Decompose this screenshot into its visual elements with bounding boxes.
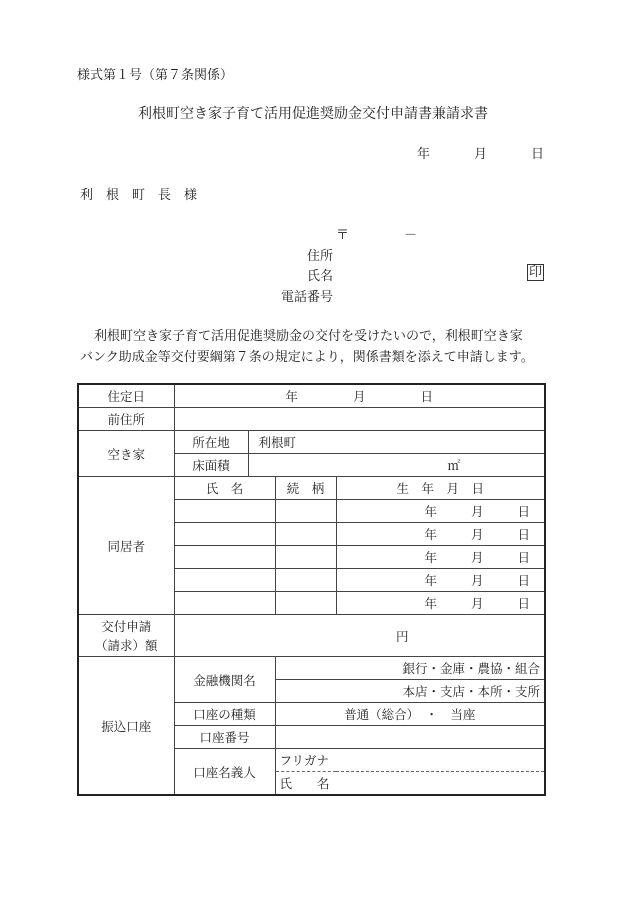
- birth-day: 日: [517, 527, 531, 542]
- bank-name-label: 金融機関名: [174, 657, 275, 703]
- floor-area-unit: ㎡: [447, 458, 461, 473]
- birth-day: 日: [517, 550, 531, 565]
- body-text-line2: バンク助成金等交付要綱第７条の規定により，関係書類を添えて申請します。: [80, 350, 534, 365]
- birth-day: 日: [517, 596, 531, 611]
- cohabitant-label: 同居者: [78, 477, 174, 615]
- floor-area-field[interactable]: [248, 454, 545, 477]
- col-birth-header: 生 年 月 日: [336, 477, 545, 500]
- birth-year: 年: [424, 573, 438, 588]
- prev-address-label: 前住所: [78, 408, 174, 431]
- phone-label: 電話番号: [281, 290, 334, 305]
- cohabitant-relation-field[interactable]: [275, 592, 336, 615]
- account-type-field[interactable]: [275, 703, 545, 726]
- birth-day: 日: [517, 573, 531, 588]
- cohabitant-birth-field[interactable]: [336, 546, 545, 569]
- birth-month: 月: [471, 596, 484, 611]
- form-title: 利根町空き家子育て活用促進奨励金交付申請書兼請求書: [138, 106, 488, 122]
- date-month-label: 月: [474, 147, 488, 162]
- col-relation-header: 続 柄: [275, 477, 336, 500]
- furigana-field[interactable]: [275, 749, 545, 772]
- addressee: 利 根 町 長 様: [80, 188, 198, 203]
- furigana-label: フリガナ: [279, 753, 329, 768]
- cohabitant-birth-field[interactable]: [336, 592, 545, 615]
- month-label: 月: [353, 389, 366, 404]
- application-table: [77, 383, 546, 796]
- transfer-account-label: 振込口座: [78, 657, 174, 796]
- birth-year: 年: [424, 550, 438, 565]
- birth-year: 年: [424, 596, 438, 611]
- bank-name-field[interactable]: [275, 657, 545, 680]
- seal-mark: 印: [529, 265, 543, 280]
- holder-name-field[interactable]: [275, 772, 545, 796]
- grant-label-line2: （請求）額: [94, 637, 158, 653]
- account-number-label: 口座番号: [174, 726, 275, 749]
- cohabitant-name-field[interactable]: [174, 569, 275, 592]
- cohabitant-birth-field[interactable]: [336, 569, 545, 592]
- floor-area-label: 床面積: [174, 454, 248, 477]
- postal-dash: －: [404, 228, 418, 243]
- cohabitant-relation-field[interactable]: [275, 569, 336, 592]
- birth-day: 日: [517, 504, 531, 519]
- form-number: 様式第１号（第７条関係）: [77, 68, 234, 83]
- day-label: 日: [420, 389, 434, 404]
- date-day-label: 日: [531, 147, 545, 162]
- birth-year: 年: [424, 527, 438, 542]
- prev-address-field[interactable]: [174, 408, 545, 431]
- cohabitant-name-field[interactable]: [174, 523, 275, 546]
- date-year-label: 年: [417, 147, 431, 162]
- address-label: 住所: [307, 249, 334, 264]
- year-label: 年: [285, 389, 299, 404]
- bank-types: 銀行・金庫・農協・組合: [402, 661, 541, 676]
- cohabitant-relation-field[interactable]: [275, 523, 336, 546]
- grant-amount-field[interactable]: [174, 615, 545, 657]
- grant-amount-label: [78, 615, 174, 657]
- body-text-line1: 利根町空き家子育て活用促進奨励金の交付を受けたいので，利根町空き家: [94, 329, 523, 344]
- cohabitant-name-field[interactable]: [174, 500, 275, 523]
- branch-types: 本店・支店・本所・支所: [402, 684, 541, 699]
- birth-month: 月: [471, 504, 484, 519]
- holder-name-label: 氏 名: [279, 776, 330, 791]
- cohabitant-name-field[interactable]: [174, 592, 275, 615]
- cohabitant-birth-field[interactable]: [336, 523, 545, 546]
- postal-mark: 〒: [336, 228, 350, 243]
- account-type-label: 口座の種類: [174, 703, 275, 726]
- birth-month: 月: [471, 550, 484, 565]
- cohabitant-birth-field[interactable]: [336, 500, 545, 523]
- residence-date-field[interactable]: [174, 384, 545, 408]
- account-type-options: 普通（総合） ・ 当座: [344, 707, 476, 722]
- account-holder-label: 口座名義人: [174, 749, 275, 796]
- account-number-field[interactable]: [275, 726, 545, 749]
- cohabitant-relation-field[interactable]: [275, 546, 336, 569]
- birth-month: 月: [471, 527, 484, 542]
- branch-field[interactable]: [275, 680, 545, 703]
- birth-month: 月: [471, 573, 484, 588]
- location-label: 所在地: [174, 431, 248, 454]
- cohabitant-relation-field[interactable]: [275, 500, 336, 523]
- birth-year: 年: [424, 504, 438, 519]
- col-name-header: 氏 名: [174, 477, 275, 500]
- location-field[interactable]: [248, 431, 545, 454]
- name-label: 氏名: [307, 269, 334, 284]
- vacant-house-label: 空き家: [78, 431, 174, 477]
- location-value: 利根町: [258, 435, 297, 450]
- cohabitant-name-field[interactable]: [174, 546, 275, 569]
- yen-unit: 円: [396, 628, 409, 644]
- grant-label-line1: 交付申請: [101, 618, 152, 634]
- residence-date-label: 住定日: [78, 384, 174, 408]
